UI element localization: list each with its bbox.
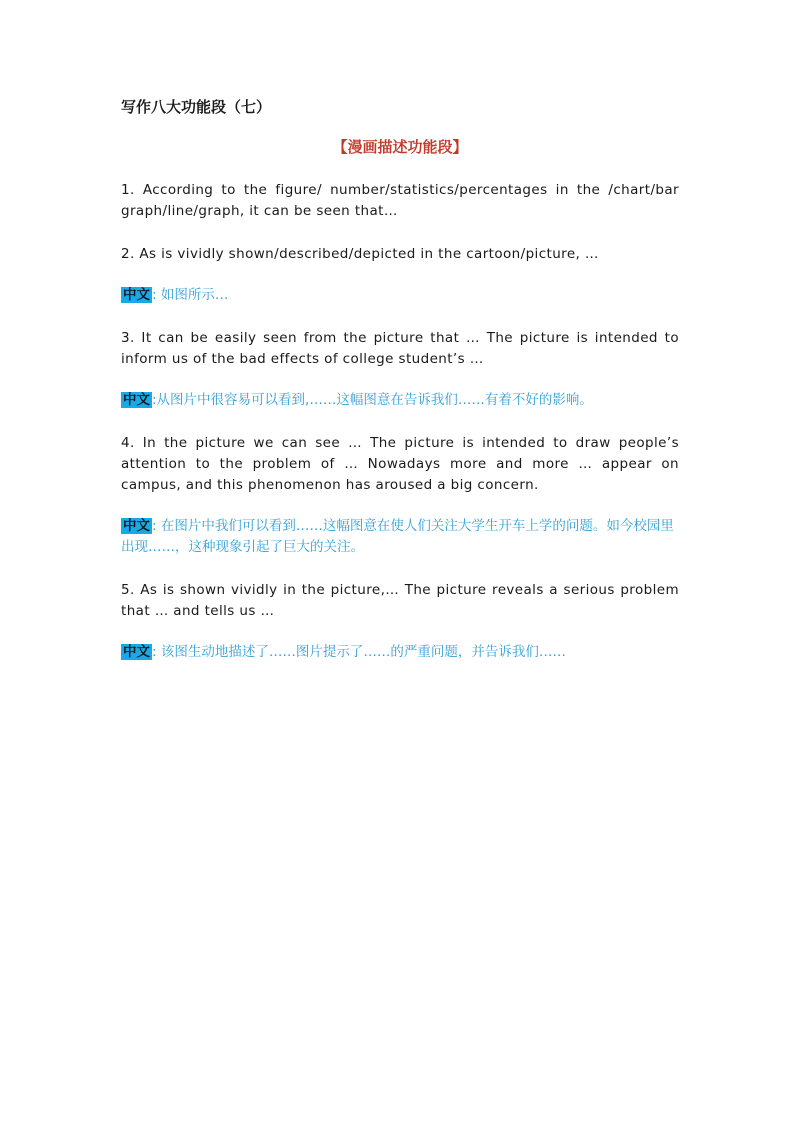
phrase-3-english: 3. It can be easily seen from the picture that … The picture is intended to inform us of the bad effects of college student’s … (121, 330, 679, 367)
phrase-1-english: 1. According to the figure/ number/statistics/percentages in the /chart/bar graph/line/graph, it can be seen that… (121, 182, 679, 219)
document-page (121, 96, 679, 663)
phrase-3-chinese-text: :从图片中很容易可以看到,……这幅图意在告诉我们……有着不好的影响。 (152, 392, 593, 408)
phrase-2-chinese-text: : 如图所示… (152, 287, 229, 303)
phrase-5-chinese-text: : 该图生动地描述了……图片提示了……的严重问题，并告诉我们…… (152, 644, 566, 660)
chinese-tag: 中文 (123, 644, 150, 660)
phrase-5-english: 5. As is shown vividly in the picture,… The picture reveals a serious problem that … and tells us … (121, 582, 679, 619)
section-heading: 【漫画描述功能段】 (332, 138, 468, 156)
phrase-2-english: 2. As is vividly shown/described/depicted in the cartoon/picture, … (121, 246, 599, 262)
document-title: 写作八大功能段（七） (121, 98, 272, 116)
chinese-tag: 中文 (123, 518, 150, 534)
phrase-2-chinese (121, 285, 679, 306)
phrase-3-chinese (121, 390, 679, 411)
phrase-4-english: 4. In the picture we can see … The picture is intended to draw people’s attention to the problem of … Nowadays more and more … appear on campus, and this phenomenon has aroused a big concern. (121, 435, 679, 493)
phrase-4-chinese-text: : 在图片中我们可以看到……这幅图意在使人们关注大学生开车上学的问题。如今校园里出现……，这种现象引起了巨大的关注。 (121, 518, 674, 555)
chinese-tag: 中文 (123, 392, 150, 408)
chinese-tag: 中文 (123, 287, 150, 303)
phrase-5-chinese (121, 642, 679, 663)
phrase-4-chinese (121, 516, 679, 558)
